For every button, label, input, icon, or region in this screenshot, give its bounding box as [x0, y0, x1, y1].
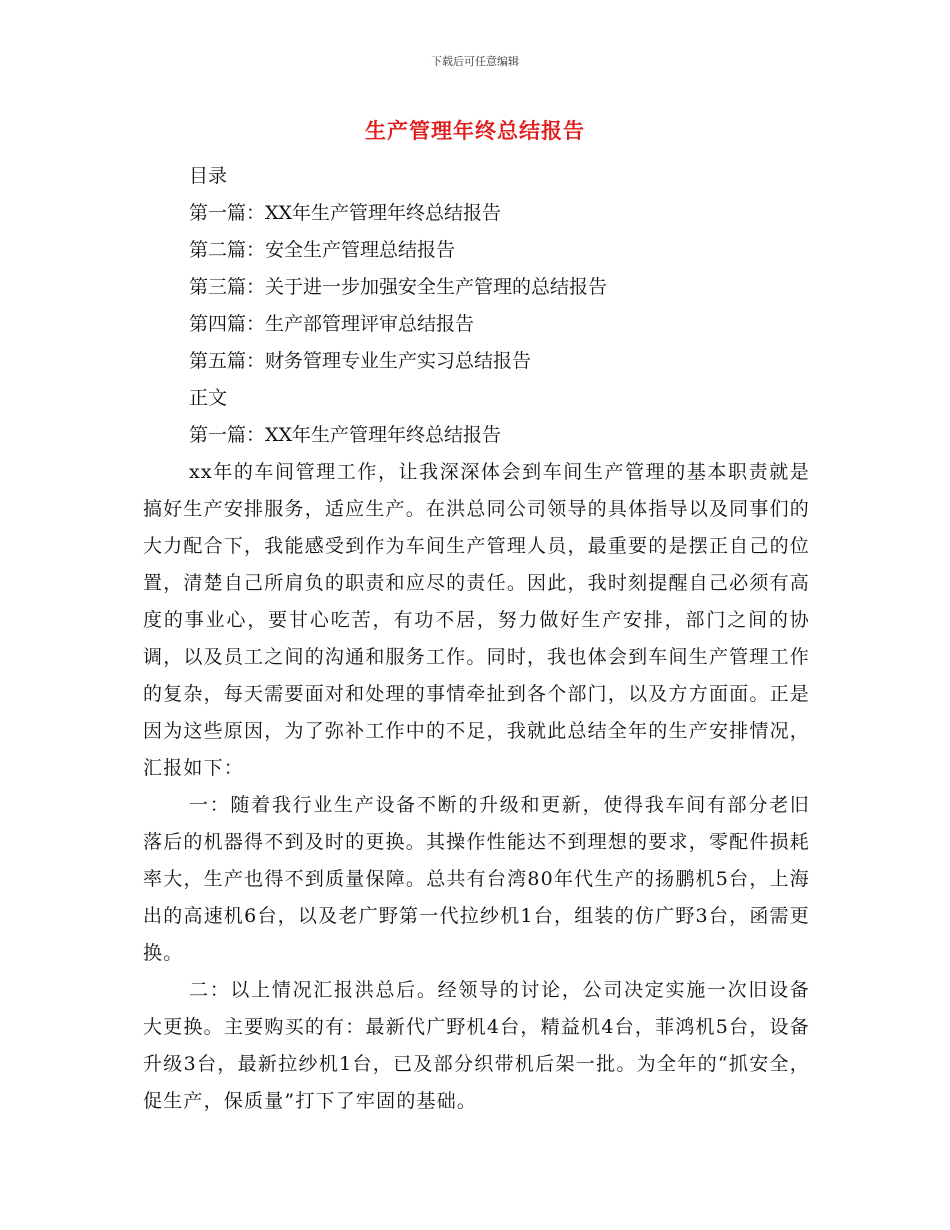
toc-item: 第五篇：财务管理专业生产实习总结报告	[189, 350, 532, 372]
toc-heading: 目录	[189, 165, 228, 187]
toc-item: 第三篇：关于进一步加强安全生产管理的总结报告	[189, 276, 608, 298]
document-body	[143, 158, 810, 1120]
body-paragraph: xx年的车间管理工作，让我深深体会到车间生产管理的基本职责就是搞好生产安排服务，适应生产。在洪总同公司领导的具体指导以及同事们的大力配合下，我能感受到作为车间生产管理人员，最重要的是摆正自己的位置，清楚自己所肩负的职责和应尽的责任。因此，我时刻提醒自己必须有高度的事业心，要甘心吃苦，有功不居，努力做好生产安排，部门之间的协调，以及员工之间的沟通和服务工作。同时，我也体会到车间生产管理工作的复杂，每天需要面对和处理的事情牵扯到各个部门，以及方方面面。正是因为这些原因，为了弥补工作中的不足，我就此总结全年的生产安排情况，汇报如下：	[143, 461, 810, 779]
document-title: 生产管理年终总结报告	[365, 119, 585, 143]
body-heading: 正文	[189, 387, 228, 409]
body-paragraph: 二：以上情况汇报洪总后。经领导的讨论，公司决定实施一次旧设备大更换。主要购买的有：最新代广野机4台，精益机4台，菲鸿机5台，设备升级3台，最新拉纱机1台，已及部分织带机后架一批。为全年的“抓安全，促生产，保质量”打下了牢固的基础。	[143, 979, 810, 1112]
chapter-title: 第一篇：XX年生产管理年终总结报告	[189, 424, 502, 446]
body-paragraph: 一：随着我行业生产设备不断的升级和更新，使得我车间有部分老旧落后的机器得不到及时的更换。其操作性能达不到理想的要求，零配件损耗率大，生产也得不到质量保障。总共有台湾80年代生产的扬鹏机5台，上海出的高速机6台，以及老广野第一代拉纱机1台，组装的仿广野3台，函需更换。	[143, 794, 810, 964]
toc-item: 第一篇：XX年生产管理年终总结报告	[189, 202, 502, 224]
toc-item: 第四篇：生产部管理评审总结报告	[189, 313, 475, 335]
toc-item: 第二篇：安全生产管理总结报告	[189, 239, 456, 261]
header-note: 下载后可任意编辑	[431, 55, 519, 68]
